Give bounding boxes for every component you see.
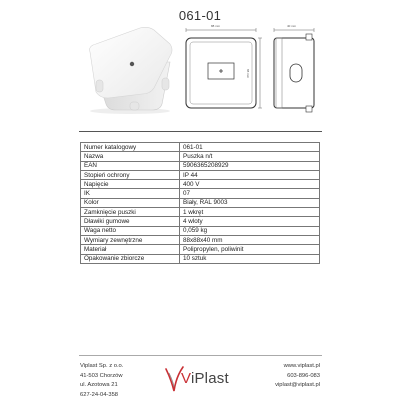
company-contacts — [275, 362, 320, 391]
front-dim-side-label: 88 mm — [246, 69, 250, 79]
product-photo — [82, 18, 174, 118]
footer-rule — [79, 355, 322, 356]
section-divider — [79, 131, 322, 132]
side-dim-top-label: 40 mm — [287, 24, 297, 28]
spec-row — [81, 152, 320, 161]
company-name: Viplast Sp. z o.o. — [80, 363, 124, 369]
spec-value: 5906365208929 — [180, 161, 320, 170]
logo-text-prefix: V — [181, 370, 191, 387]
spec-row — [81, 198, 320, 207]
spec-value: 061-01 — [180, 143, 320, 152]
spec-row — [81, 235, 320, 244]
spec-value: Polipropylen, poliwinit — [180, 245, 320, 254]
spec-label: Materiał — [81, 245, 180, 254]
spec-row — [81, 189, 320, 198]
side-view-drawing — [266, 26, 322, 114]
spec-value: Biały, RAL 9003 — [180, 198, 320, 207]
spec-label: Numer katalogowy — [81, 143, 180, 152]
company-city: 41-503 Chorzów — [80, 372, 123, 379]
spec-label: Wymiary zewnętrzne — [81, 235, 180, 244]
spec-value: 0,059 kg — [180, 226, 320, 235]
spec-row — [81, 245, 320, 254]
spec-value: 4 wloty — [180, 217, 320, 226]
spec-row — [81, 208, 320, 217]
spec-row — [81, 170, 320, 179]
spec-value: 10 sztuk — [180, 254, 320, 263]
company-phone: 627-24-04-358 — [80, 391, 119, 398]
spec-label: Stopień ochrony — [81, 170, 180, 179]
spec-label: EAN — [81, 161, 180, 170]
spec-row — [81, 217, 320, 226]
spec-value: 07 — [180, 189, 320, 198]
front-dim-top-label: 88 mm — [211, 24, 221, 28]
spec-label: IK — [81, 189, 180, 198]
spec-value: 400 V — [180, 180, 320, 189]
spec-label: Nazwa — [81, 152, 180, 161]
company-street: ul. Azotowa 21 — [80, 382, 118, 389]
spec-label: Kolor — [81, 198, 180, 207]
spec-label: Opakowanie zbiorcze — [81, 254, 180, 263]
spec-row — [81, 180, 320, 189]
spec-row — [81, 226, 320, 235]
spec-row — [81, 143, 320, 152]
spec-table-body — [81, 143, 320, 264]
side-view-svg — [266, 26, 322, 114]
spec-value: 1 wkręt — [180, 208, 320, 217]
website-link[interactable]: www.viplast.pl — [283, 363, 320, 369]
spec-label: Waga netto — [81, 226, 180, 235]
spec-value: IP 44 — [180, 170, 320, 179]
spec-row — [81, 161, 320, 170]
spec-table — [80, 142, 320, 264]
spec-label: Dławiki gumowe — [81, 217, 180, 226]
company-address — [80, 362, 123, 400]
spec-row — [81, 254, 320, 263]
spec-label: Napięcie — [81, 180, 180, 189]
logo-text-rest: iPlast — [190, 370, 229, 387]
viplast-logo-text — [181, 370, 229, 387]
front-view-svg — [178, 26, 264, 114]
spec-value: 88x88x40 mm — [180, 235, 320, 244]
email-link[interactable]: viplast@viplast.pl — [275, 382, 320, 389]
spec-label: Zamknięcie puszki — [81, 208, 180, 217]
front-view-drawing — [178, 26, 264, 114]
viplast-logo — [163, 363, 239, 393]
spec-value: Puszka n/t — [180, 152, 320, 161]
contact-phone: 603-896-083 — [287, 372, 320, 379]
product-title: 061-01 — [178, 8, 222, 23]
